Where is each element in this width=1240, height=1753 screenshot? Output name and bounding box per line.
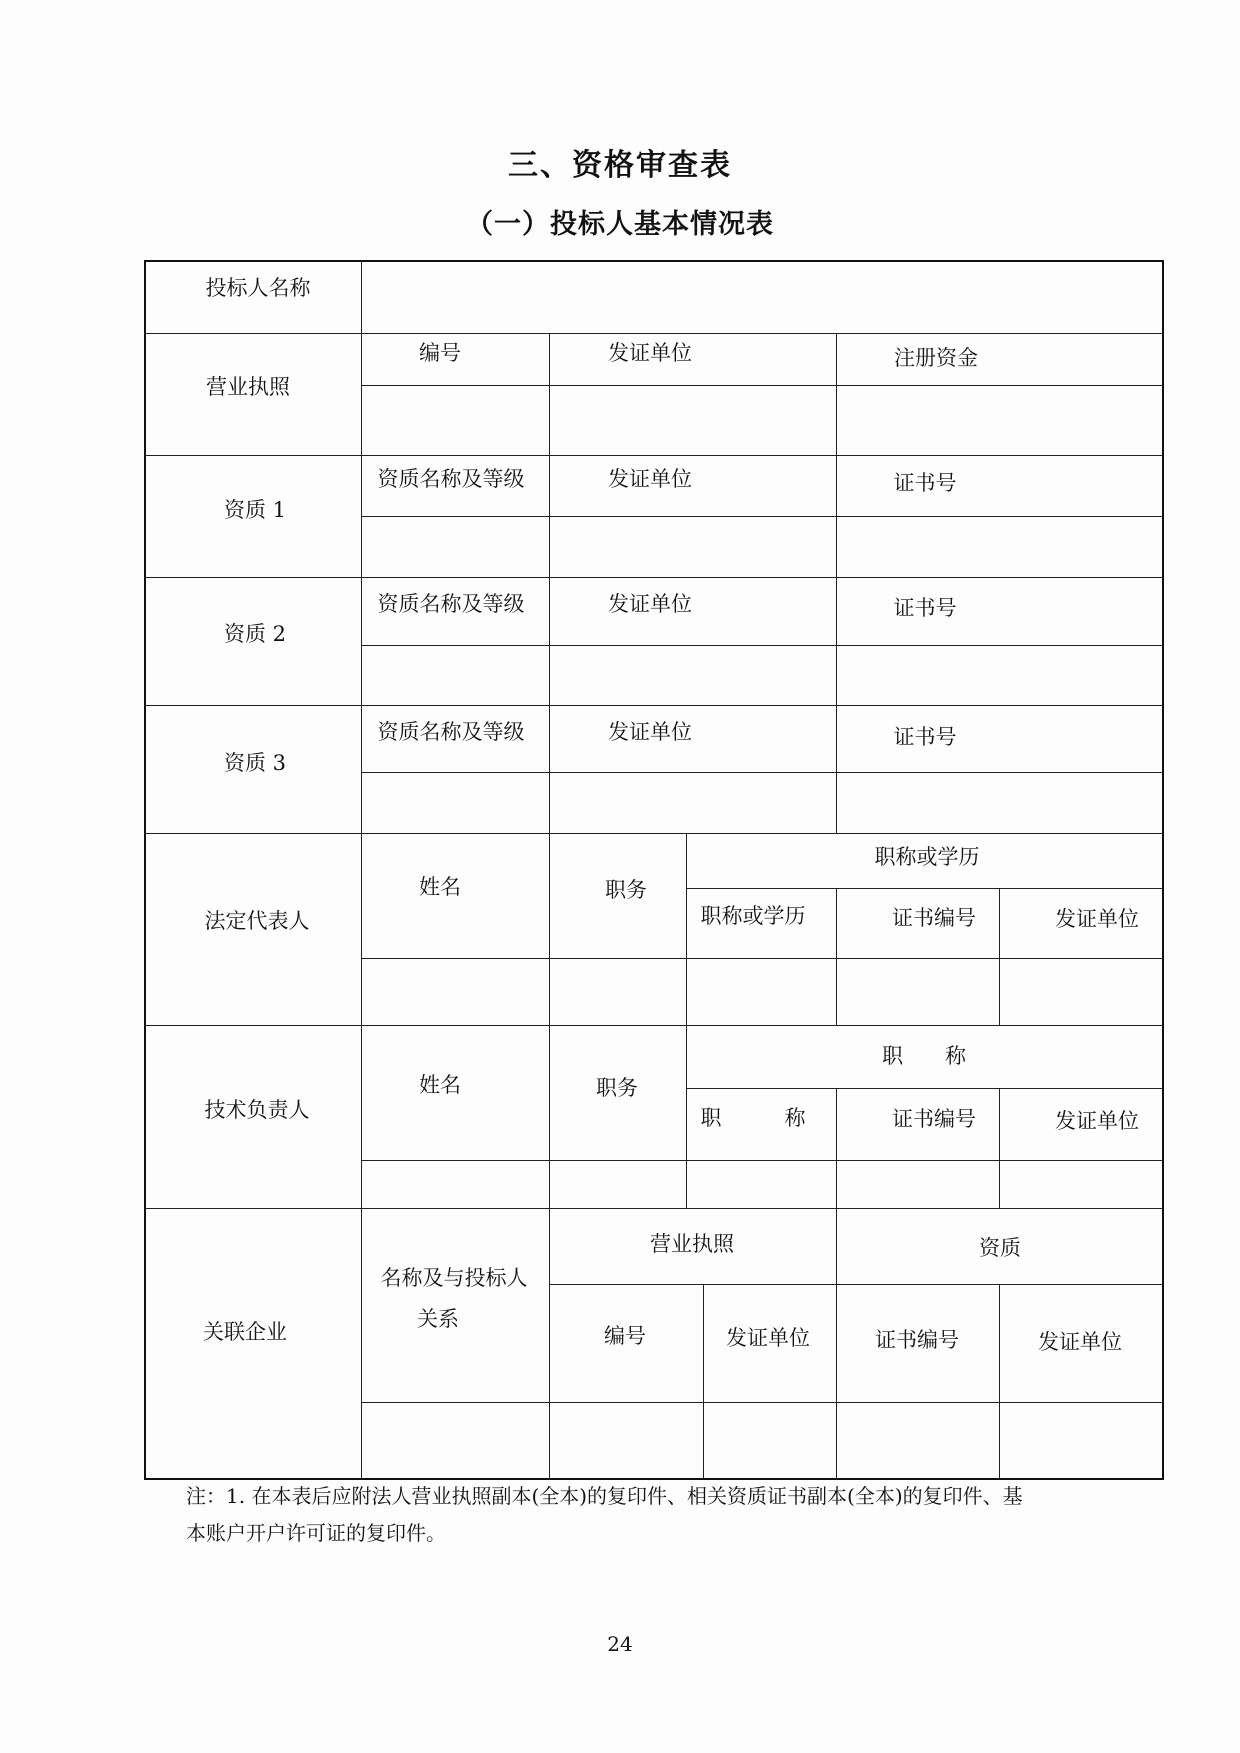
related-license-header: 营业执照: [650, 1232, 734, 1256]
qual3-issuer-header: 发证单位: [608, 720, 692, 744]
tech-lead-title-header: 职 称: [700, 1106, 806, 1130]
table-grid-line: [999, 1284, 1000, 1478]
table-grid-line: [549, 833, 550, 1025]
related-cert-issuer-header: 发证单位: [1038, 1330, 1122, 1354]
legal-representative-label: 法定代表人: [204, 909, 310, 933]
table-grid-line: [146, 333, 1162, 334]
table-grid-line: [686, 1025, 687, 1208]
table-grid-line: [549, 333, 550, 833]
page-number: 24: [607, 1632, 633, 1656]
bidder-name-label: 投标人名称: [205, 276, 311, 300]
table-grid-line: [686, 1088, 1162, 1089]
legal-rep-title-header: 职称或学历: [700, 904, 806, 928]
table-note-line-2: 本账户开户许可证的复印件。: [186, 1521, 446, 1545]
table-grid-line: [146, 1025, 1162, 1026]
legal-rep-cert-number-header: 证书编号: [892, 906, 976, 930]
table-note-line-1: 注：1. 在本表后应附法人营业执照副本(全本)的复印件、相关资质证书副本(全本)的复印件、基: [186, 1484, 1023, 1508]
table-grid-line: [836, 888, 837, 1025]
tech-lead-issuer-header: 发证单位: [1055, 1109, 1139, 1133]
table-grid-line: [999, 888, 1000, 1025]
license-issuer-header: 发证单位: [608, 341, 692, 365]
table-grid-line: [686, 888, 1162, 889]
table-grid-line: [836, 1088, 837, 1208]
legal-rep-duty-header: 职务: [605, 878, 647, 902]
legal-rep-title-group-header: 职称或学历: [874, 845, 980, 869]
legal-rep-name-header: 姓名: [419, 875, 461, 899]
qualification-table: [144, 260, 1164, 1480]
qual2-name-grade-header: 资质名称及等级: [377, 592, 525, 616]
related-license-number-header: 编号: [604, 1324, 646, 1348]
table-grid-line: [703, 1284, 704, 1478]
table-grid-line: [361, 262, 362, 1478]
page-heading: 三、资格审查表: [508, 148, 732, 183]
related-enterprise-label: 关联企业: [203, 1320, 287, 1344]
qual3-name-grade-header: 资质名称及等级: [377, 720, 525, 744]
tech-lead-cert-number-header: 证书编号: [892, 1107, 976, 1131]
table-grid-line: [361, 772, 1162, 773]
table-grid-line: [999, 1088, 1000, 1208]
qualification-3-label: 资质 3: [223, 751, 287, 775]
qual3-cert-number-header: 证书号: [893, 725, 957, 749]
table-grid-line: [686, 833, 687, 1025]
related-qualification-header: 资质: [979, 1236, 1021, 1260]
technical-lead-label: 技术负责人: [204, 1098, 310, 1122]
related-cert-number-header: 证书编号: [875, 1328, 959, 1352]
qual1-issuer-header: 发证单位: [608, 467, 692, 491]
qualification-1-label: 资质 1: [223, 498, 287, 522]
table-grid-line: [549, 1025, 550, 1208]
table-grid-line: [146, 705, 1162, 706]
qual2-cert-number-header: 证书号: [893, 596, 957, 620]
related-name-relation-header-line2: 关系: [417, 1307, 459, 1331]
table-grid-line: [361, 958, 1162, 959]
qual1-name-grade-header: 资质名称及等级: [377, 467, 525, 491]
table-grid-line: [836, 1208, 837, 1478]
table-grid-line: [549, 1284, 1162, 1285]
table-grid-line: [361, 385, 1162, 386]
registered-capital-header: 注册资金: [894, 346, 978, 370]
license-number-header: 编号: [419, 341, 461, 365]
table-grid-line: [836, 333, 837, 833]
related-name-relation-header: 名称及与投标人: [380, 1266, 528, 1290]
table-grid-line: [361, 1160, 1162, 1161]
qual1-cert-number-header: 证书号: [893, 471, 957, 495]
table-grid-line: [146, 1208, 1162, 1209]
table-grid-line: [549, 1208, 550, 1478]
qualification-2-label: 资质 2: [223, 622, 287, 646]
qual2-issuer-header: 发证单位: [608, 592, 692, 616]
table-grid-line: [146, 577, 1162, 578]
tech-lead-duty-header: 职务: [596, 1076, 638, 1100]
tech-lead-name-header: 姓名: [419, 1073, 461, 1097]
table-grid-line: [146, 833, 1162, 834]
tech-lead-title-group-header: 职 称: [882, 1044, 966, 1068]
table-title: （一）投标人基本情况表: [466, 209, 774, 240]
table-grid-line: [361, 1402, 1162, 1403]
related-license-issuer-header: 发证单位: [726, 1326, 810, 1350]
table-grid-line: [146, 455, 1162, 456]
table-grid-line: [361, 516, 1162, 517]
business-license-label: 营业执照: [206, 375, 290, 399]
legal-rep-issuer-header: 发证单位: [1055, 907, 1139, 931]
table-grid-line: [361, 645, 1162, 646]
